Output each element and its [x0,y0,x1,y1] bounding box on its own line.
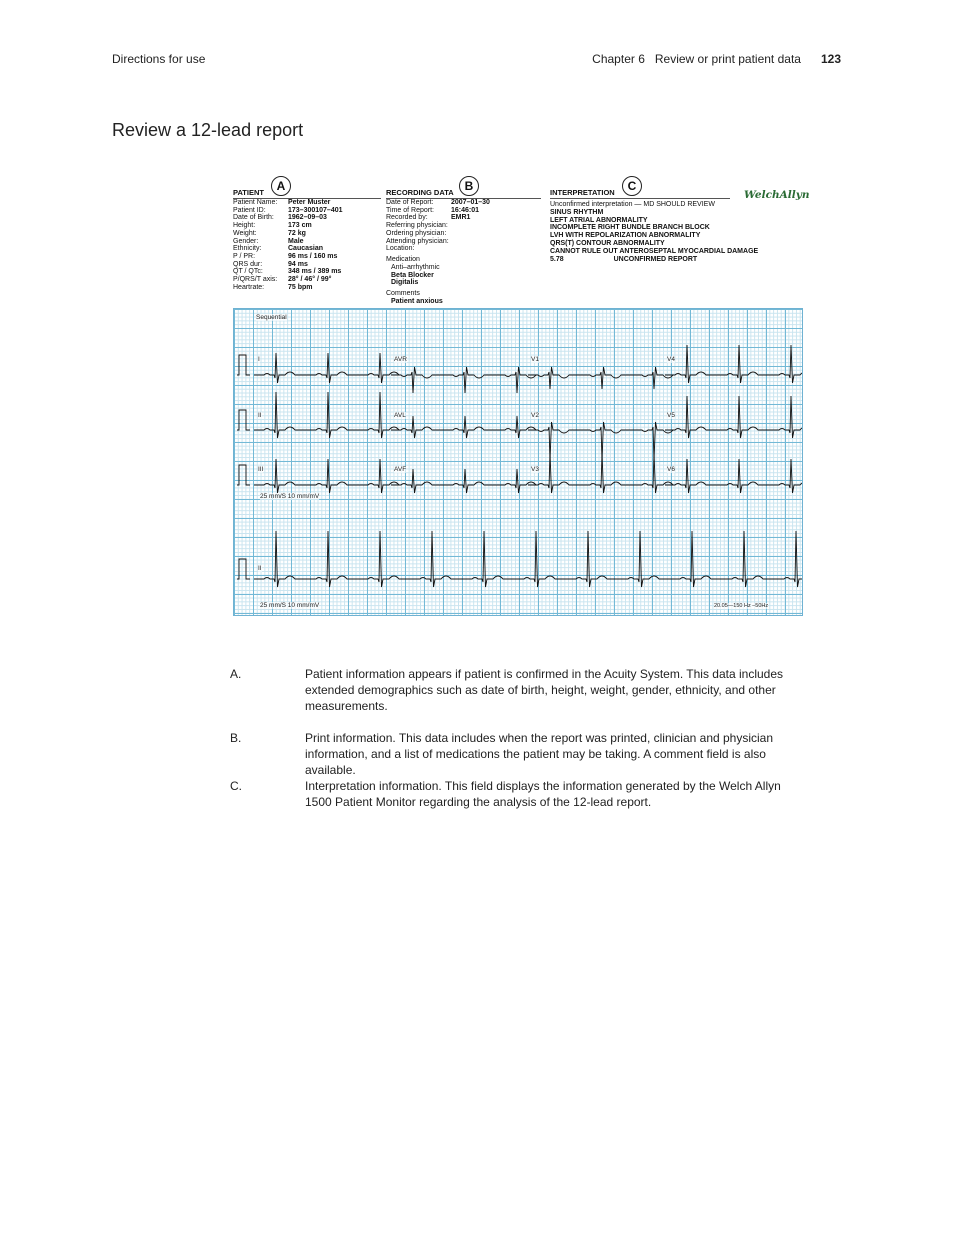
speed-label: 25 mm/S 10 mm/mV [260,602,320,609]
recording-section [386,172,541,306]
interpretation-title: INTERPRETATION [550,188,730,199]
recording-rows [386,199,541,253]
running-header-left: Directions for use [112,52,206,66]
patient-key: Heartrate: [233,283,265,291]
recording-row [386,199,541,207]
patient-key: Weight: [233,229,257,237]
patient-value: 94 ms [288,260,308,268]
patient-row [233,261,381,269]
lead-label: I [258,356,260,363]
recording-row [386,238,541,246]
patient-rows [233,199,381,291]
filter-label: 20.05—150 Hz –50Hz [714,603,769,609]
patient-row [233,199,381,207]
description-letter: A. [230,667,242,681]
patient-value: 348 ms / 389 ms [288,268,342,276]
callout-c: C [622,176,642,196]
patient-key: P/QRS/T axis: [233,276,278,284]
recording-key: Ordering physician: [386,229,447,237]
lead-label: AVF [394,466,407,473]
section-label: Review or print patient data [654,52,801,66]
report-status: UNCONFIRMED REPORT [613,255,698,263]
lead-label: AVL [394,412,406,419]
patient-row [233,276,381,284]
lead-label: III [258,466,264,473]
welch-allyn-logo: WelchAllyn [744,189,810,201]
patient-value: 75 bpm [288,283,313,291]
page-number: 123 [820,52,841,66]
recording-row [386,214,541,222]
finding: LEFT ATRIAL ABNORMALITY [550,216,648,224]
patient-key: P / PR: [233,252,256,260]
patient-value: 173–300107–401 [288,206,343,214]
lead-label: AVR [394,356,407,363]
lead-label: V4 [667,356,675,363]
interpretation-code: 5.78 [550,255,564,263]
recording-key: Attending physician: [386,237,449,245]
description-text: Print information. This data includes when the report was printed, clinician and physician information, and a list of medications the patient may be taking. A comment field is also available. [305,731,774,777]
recording-value: EMR1 [451,214,471,222]
lead-label: V6 [667,466,675,473]
recording-row [386,207,541,215]
lead-label: V2 [531,412,539,419]
finding: LVH WITH REPOLARIZATION ABNORMALITY [550,232,701,240]
finding: CANNOT RULE OUT ANTEROSEPTAL MYOCARDIAL DAMAGE [550,247,759,255]
patient-row [233,222,381,230]
recording-row [386,245,541,253]
patient-key: Height: [233,222,256,230]
report-header [233,172,810,308]
patient-key: Patient Name: [233,199,278,206]
patient-row [233,207,381,215]
recording-row [386,230,541,238]
finding: SINUS RHYTHM [550,208,604,216]
speed-label: 25 mm/S 10 mm/mV [260,493,320,500]
patient-row [233,238,381,246]
patient-row [233,245,381,253]
lead-label: V1 [531,356,539,363]
description-letter: B. [230,731,242,745]
patient-key: QT / QTc: [233,268,263,276]
patient-value: Caucasian [288,245,324,253]
chapter-label: Chapter 6 [592,52,645,66]
patient-key: Patient ID: [233,206,266,214]
patient-title: PATIENT [233,188,381,199]
medication-item: Digitalis [391,279,419,287]
medication-item: Beta Blocker [391,271,434,279]
lead-label: V5 [667,412,675,419]
patient-value: 96 ms / 160 ms [288,252,338,260]
patient-row [233,214,381,222]
patient-value: Male [288,237,304,245]
recording-value: 2007–01–30 [451,199,490,206]
interpretation-status: Unconfirmed interpretation — MD SHOULD REVIEW [550,201,715,208]
patient-value: 72 kg [288,229,306,237]
lead-label: II [258,412,262,419]
recording-key: Location: [386,245,415,253]
patient-row [233,268,381,276]
callout-a: A [271,176,291,196]
patient-value: 1962–09–03 [288,214,327,222]
recording-row [386,222,541,230]
recording-key: Recorded by: [386,214,428,222]
ecg-traces [234,309,803,616]
patient-key: Date of Birth: [233,214,274,222]
patient-value: 28° / 46° / 99° [288,276,332,284]
interpretation-section [550,172,759,263]
patient-section [233,172,381,291]
patient-row [233,253,381,261]
medication-class: Anti–arrhythmic [391,263,440,271]
patient-key: Gender: [233,237,259,245]
finding: INCOMPLETE RIGHT BUNDLE BRANCH BLOCK [550,224,710,232]
patient-value: Peter Muster [288,199,331,206]
description-letter: C. [230,779,242,793]
recording-value: 16:46:01 [451,206,480,214]
finding: QRS(T) CONTOUR ABNORMALITY [550,239,665,247]
ecg-mode-label: Sequential [256,314,287,321]
patient-row [233,230,381,238]
description-text: Patient information appears if patient is confirmed in the Acuity System. This data includes extended demographics such as date of birth, height, weight, gender, ethnicity, and other measurements. [305,667,784,713]
lead-label: V3 [531,466,539,473]
patient-key: QRS dur: [233,260,263,268]
comments-label: Comments [386,290,420,298]
patient-value: 173 cm [288,222,312,230]
recording-key: Date of Report: [386,199,434,206]
callout-b: B [459,176,479,196]
comment-text: Patient anxious [391,297,443,305]
patient-row [233,284,381,292]
patient-key: Ethnicity: [233,245,262,253]
running-header-right [592,52,841,66]
page-title: Review a 12-lead report [112,120,304,140]
recording-key: Referring physician: [386,222,448,230]
recording-title: RECORDING DATA [386,188,541,199]
description-text: Interpretation information. This field displays the information generated by the Welch Allyn 1500 Patient Monitor regarding the analysis of the 12-lead report. [305,779,781,809]
lead-label: II [258,565,262,572]
medication-label: Medication [386,255,420,263]
ecg-strip [233,308,803,616]
recording-key: Time of Report: [386,206,434,214]
